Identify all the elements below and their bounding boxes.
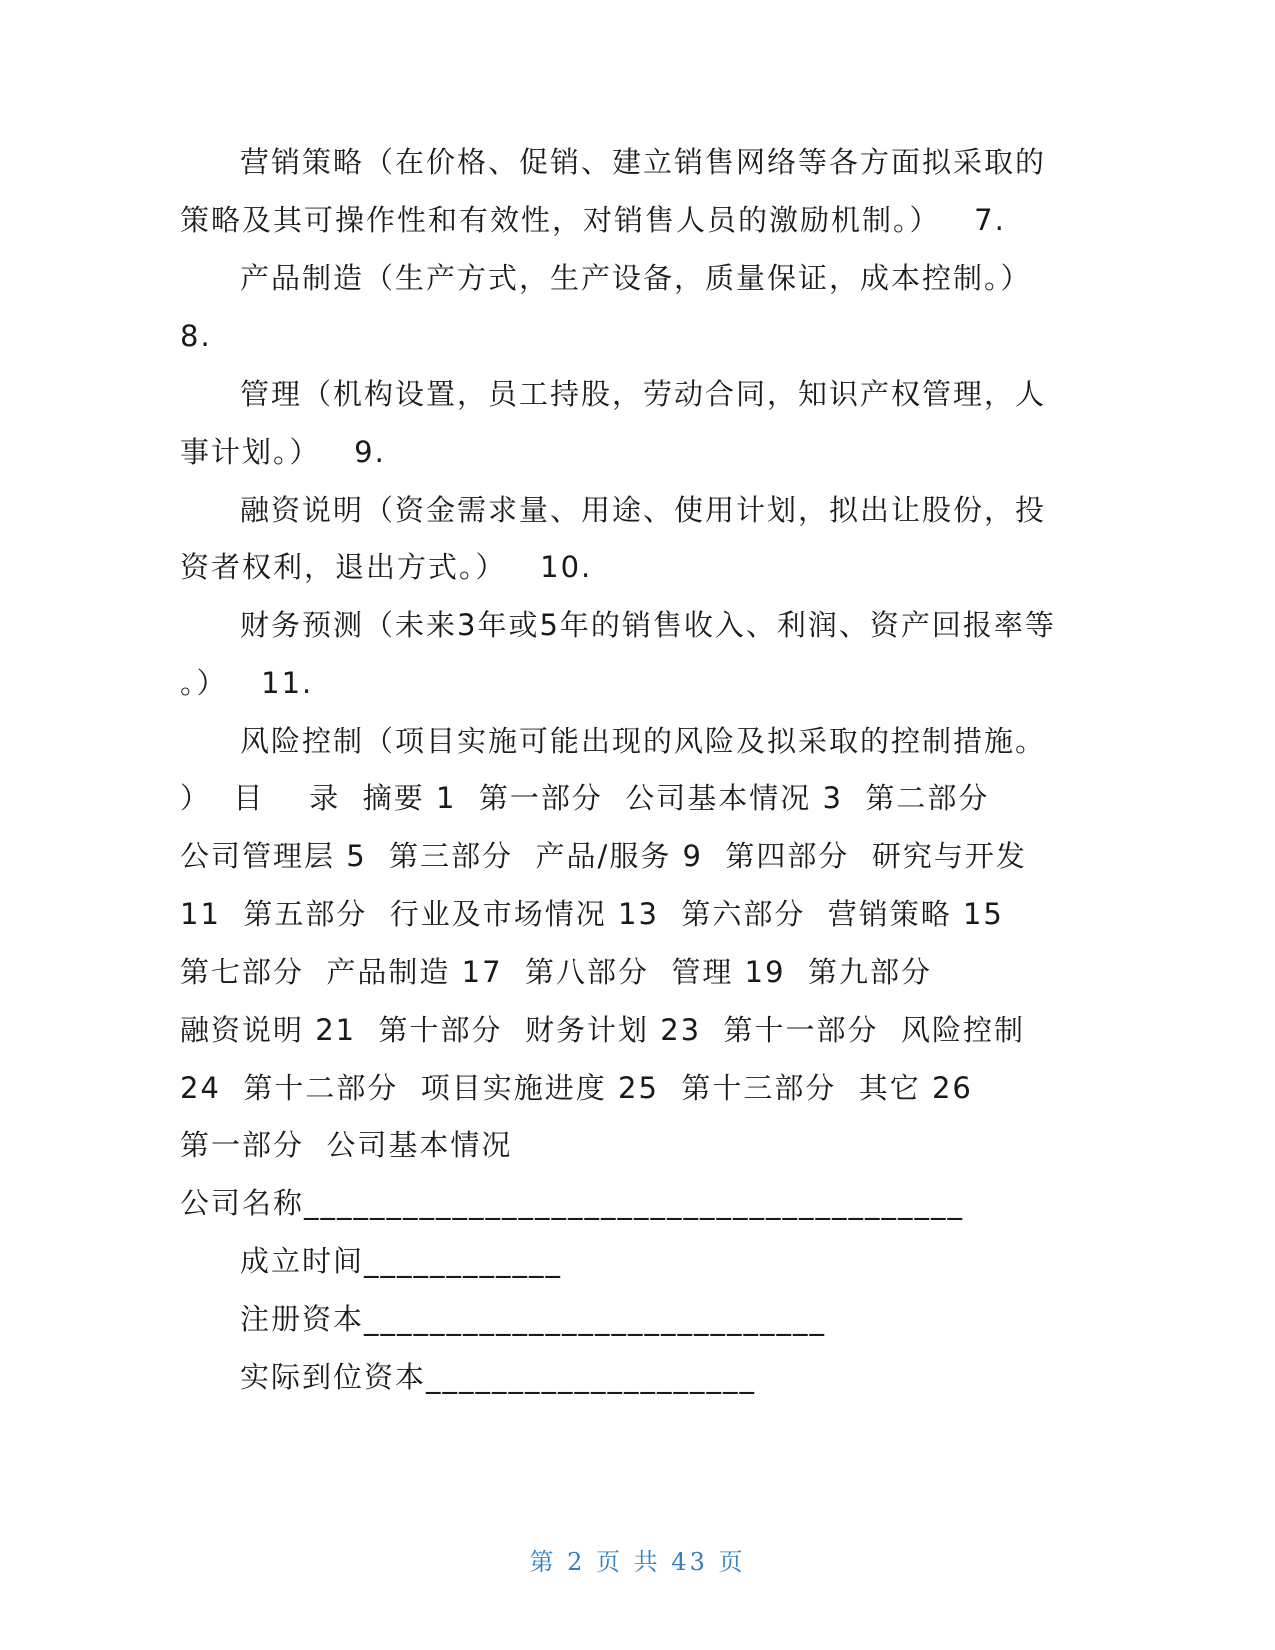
text-line-8: 资者权利，退出方式。） 10. [180, 550, 593, 584]
text-line-4: 8. [180, 319, 212, 353]
text-line-11: 风险控制（项目实施可能出现的风险及拟采取的控制措施。 [240, 724, 1047, 758]
text-line-7: 融资说明（资金需求量、用途、使用计划，拟出让股份，投 [240, 493, 1047, 527]
toc-line-3: 11 第五部分 行业及市场情况 13 第六部分 营销策略 15 [180, 897, 1004, 931]
field-paid-in-capital: 实际到位资本____________________ [240, 1360, 757, 1394]
field-established-date: 成立时间____________ [240, 1244, 563, 1278]
text-line-2: 策略及其可操作性和有效性，对销售人员的激励机制。） 7. [180, 203, 1006, 237]
toc-line-2: 公司管理层 5 第三部分 产品/服务 9 第四部分 研究与开发 [180, 839, 1027, 873]
text-line-5: 管理（机构设置，员工持股，劳动合同，知识产权管理，人 [240, 377, 1047, 411]
field-company-name: 公司名称________________________________________ [180, 1186, 965, 1220]
text-line-10: 。） 11. [180, 666, 314, 700]
text-line-6: 事计划。） 9. [180, 435, 386, 469]
text-line-3: 产品制造（生产方式，生产设备，质量保证，成本控制。） [240, 261, 1032, 295]
toc-line-4: 第七部分 产品制造 17 第八部分 管理 19 第九部分 [180, 955, 932, 989]
text-line-9: 财务预测（未来3年或5年的销售收入、利润、资产回报率等 [240, 608, 1056, 642]
text-line-1: 营销策略（在价格、促销、建立销售网络等各方面拟采取的 [240, 145, 1047, 179]
field-registered-capital: 注册资本____________________________ [240, 1302, 827, 1336]
page-number-footer: 第 2 页 共 43 页 [529, 1548, 746, 1576]
section-heading: 第一部分 公司基本情况 [180, 1128, 513, 1162]
toc-line-6: 24 第十二部分 项目实施进度 25 第十三部分 其它 26 [180, 1071, 973, 1105]
toc-line-1: ） 目 录 摘要 1 第一部分 公司基本情况 3 第二部分 [180, 781, 990, 815]
toc-line-5: 融资说明 21 第十部分 财务计划 23 第十一部分 风险控制 [180, 1013, 1025, 1047]
